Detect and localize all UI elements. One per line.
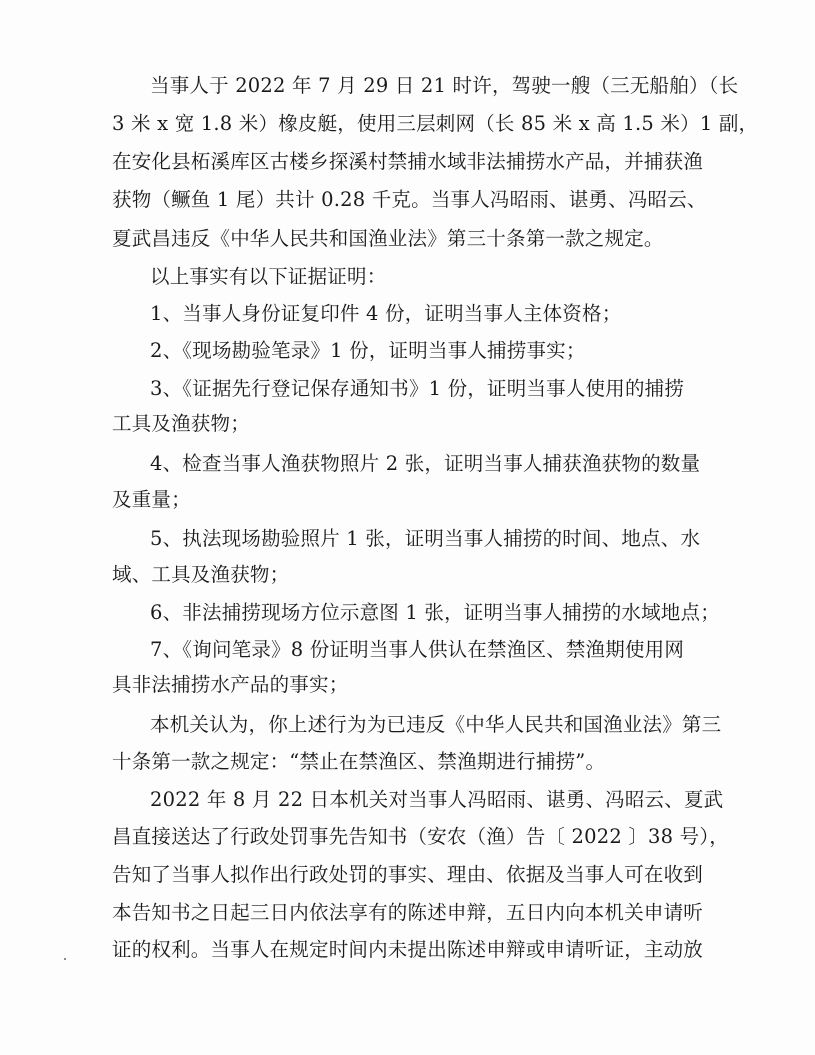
text-line: 3、《证据先行登记保存通知书》1 份，证明当事人使用的捕捞 — [150, 377, 685, 400]
text-line: 在安化县柘溪库区古楼乡探溪村禁捕水域非法捕捞水产品，并捕获渔 — [112, 150, 704, 173]
text-line: 本机关认为，你上述行为为已违反《中华人民共和国渔业法》第三 — [150, 713, 722, 736]
text-line: 当事人于 2022 年 7 月 29 日 21 时许，驾驶一艘（三无船舶）（长 — [150, 74, 739, 97]
text-line: 域、工具及渔获物； — [112, 563, 290, 586]
text-line: 2、《现场勘验笔录》1 份，证明当事人捕捞事实； — [150, 339, 586, 362]
text-line: 昌直接送达了行政处罚事先告知书（安农（渔）告〔 2022 〕38 号）， — [112, 825, 729, 848]
text-line: 告知了当事人拟作出行政处罚的事实、理由、依据及当事人可在收到 — [112, 863, 704, 886]
scan-speck — [64, 958, 66, 960]
text-line: 具非法捕捞水产品的事实； — [112, 673, 349, 696]
text-line: 2022 年 8 月 22 日本机关对当事人冯昭雨、谌勇、冯昭云、夏武 — [150, 788, 724, 811]
text-line: 及重量； — [112, 488, 191, 511]
text-line: 4、检查当事人渔获物照片 2 张，证明当事人捕获渔获物的数量 — [150, 452, 701, 475]
text-line: 1、当事人身份证复印件 4 份，证明当事人主体资格； — [150, 302, 622, 325]
text-line: 以上事实有以下证据证明： — [150, 265, 387, 288]
text-line: 7、《询问笔录》8 份证明当事人供认在禁渔区、禁渔期使用网 — [150, 638, 685, 661]
text-line: 5、执法现场勘验照片 1 张，证明当事人捕捞的时间、地点、水 — [150, 527, 701, 550]
text-line: 本告知书之日起三日内依法享有的陈述申辩，五日内向本机关申请听 — [112, 901, 704, 924]
text-line: 夏武昌违反《中华人民共和国渔业法》第三十条第一款之规定。 — [112, 227, 664, 250]
text-line: 获物（鳜鱼 1 尾）共计 0.28 千克。当事人冯昭雨、谌勇、冯昭云、 — [112, 188, 707, 211]
text-line: 工具及渔获物； — [112, 412, 250, 435]
text-line: 3 米 x 宽 1.8 米）橡皮艇，使用三层刺网（长 85 米 x 高 1.5 米）1 副， — [112, 112, 759, 135]
text-line: 6、非法捕捞现场方位示意图 1 张，证明当事人捕捞的水域地点； — [150, 601, 720, 624]
text-line: 证的权利。当事人在规定时间内未提出陈述申辩或申请听证，主动放 — [112, 938, 704, 961]
text-line: 十条第一款之规定：“禁止在禁渔区、禁渔期进行捕捞”。 — [112, 750, 606, 773]
